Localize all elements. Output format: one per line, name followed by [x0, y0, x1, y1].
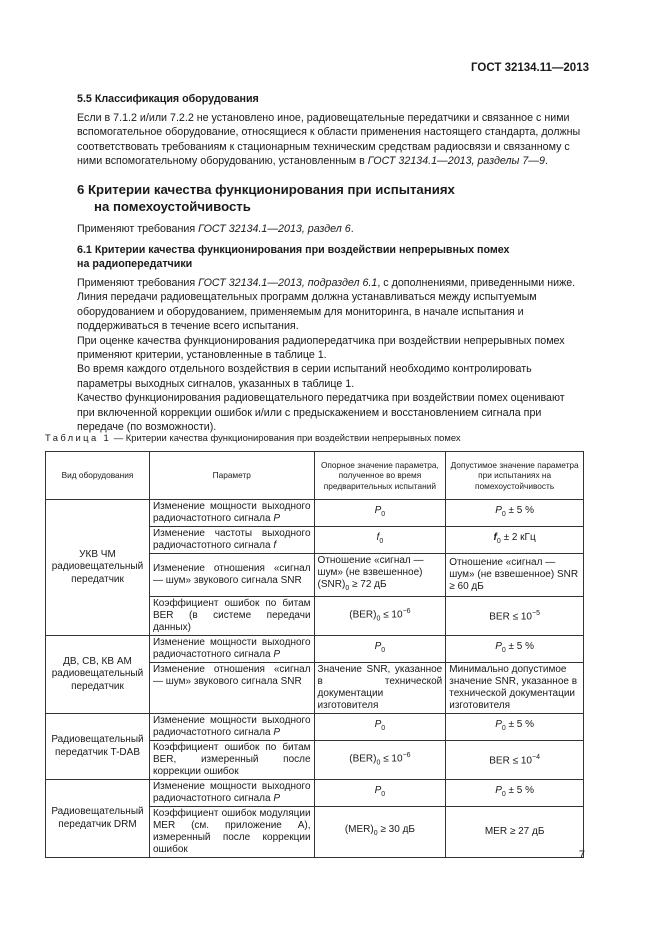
value-tail: ≤ 10: [380, 753, 403, 765]
value-symbol: P: [374, 641, 382, 652]
reference-cell: [314, 527, 446, 554]
standard-reference: ГОСТ 32134.1—2013, подраздел 6.1: [198, 277, 378, 289]
parameter-cell: Коэффициент ошибок по битам BER (в системе передачи данных): [149, 597, 314, 636]
value-symbol: P: [374, 505, 382, 516]
table-row: [46, 780, 584, 807]
allowed-cell: [446, 636, 584, 663]
value-text: BER ≤ 10: [489, 755, 532, 767]
value-subscript: 0: [501, 791, 506, 798]
parameter-cell: Изменение отношения «сигнал — шум» звукового сигнала SNR: [149, 554, 314, 597]
value-tail: ± 2 кГц: [500, 532, 536, 543]
parameter-symbol: P: [273, 513, 281, 524]
value-subscript: 0: [381, 725, 386, 732]
parameter-symbol: P: [273, 793, 281, 804]
allowed-cell: [446, 527, 584, 554]
value-subscript: 0: [501, 725, 506, 732]
parameter-cell: Изменение отношения «сигнал — шум» звукового сигнала SNR: [149, 663, 314, 714]
criteria-table: [45, 451, 584, 858]
parameter-cell: [149, 527, 314, 554]
section-6-1-heading: [77, 243, 583, 272]
allowed-cell: [446, 597, 584, 636]
standard-reference: ГОСТ 32134.1—2013, раздел 6: [198, 223, 351, 235]
paragraph-end: .: [544, 155, 548, 168]
value-tail: ≥ 72 дБ: [349, 579, 387, 590]
device-cell: Радиовещательный передатчик T-DAB: [46, 714, 150, 780]
value-text: BER ≤ 10: [489, 611, 532, 623]
parameter-symbol: P: [273, 649, 281, 660]
reference-cell: [314, 714, 446, 741]
reference-cell: [314, 780, 446, 807]
reference-cell: [314, 597, 446, 636]
table-header-row: [46, 452, 584, 500]
value-symbol: f: [376, 532, 380, 543]
allowed-cell: Отношение «сигнал — шум» (не взвешенное) SNR ≥ 60 дБ: [446, 554, 584, 597]
parameter-text: Изменение частоты выходного радиочастотного сигнала: [152, 528, 311, 551]
page-number: 7: [578, 849, 585, 861]
value-symbol: f: [493, 532, 497, 543]
value-symbol: (BER): [349, 753, 377, 765]
device-cell: УКВ ЧМ радиовещательный передатчик: [46, 500, 150, 636]
value-exponent: −4: [532, 754, 540, 762]
parameter-text: Изменение мощности выходного радиочастотного сигнала: [152, 637, 311, 660]
parameter-cell: Коэффициент ошибок по битам BER, измеренный после коррекции ошибок: [149, 741, 314, 780]
value-symbol: P: [495, 641, 502, 652]
paragraph-text: Применяют требования: [77, 277, 196, 289]
value-subscript: 0: [373, 830, 378, 837]
value-symbol: P: [495, 719, 502, 730]
table-row: [46, 714, 584, 741]
section-6-heading: [77, 181, 455, 215]
reference-cell: [314, 741, 446, 780]
value-symbol: P: [374, 785, 382, 796]
parameter-cell: [149, 780, 314, 807]
section-5-5-paragraph: [77, 111, 583, 169]
allowed-cell: [446, 714, 584, 741]
value-exponent: −6: [402, 608, 411, 616]
paragraph: Линия передачи радиовещательных программ должна устанавливаться между испытуемым оборудованием и оборудованием, применяемым для мониторинга, в начале испытания и поддерживаться в течение всего испытания.: [77, 291, 537, 333]
header-parameter: Параметр: [149, 452, 314, 500]
value-subscript: 0: [501, 647, 506, 654]
value-symbol: (MER): [344, 824, 374, 835]
parameter-symbol: P: [273, 727, 281, 738]
value-subscript: 0: [376, 615, 381, 623]
table-caption-text: — Критерии качества функционирования при воздействии непрерывных помех: [113, 432, 461, 443]
value-subscript: 0: [501, 511, 506, 518]
heading-line: 6 Критерии качества функционирования при испытаниях: [77, 182, 455, 197]
allowed-cell: Минимально допустимое значение SNR, указанное в технической документации изготовителя: [446, 663, 584, 714]
value-symbol: P: [495, 785, 502, 796]
value-tail: ± 5 %: [505, 719, 535, 730]
value-subscript: 0: [381, 791, 386, 798]
paragraph-end: .: [350, 223, 354, 235]
paragraph-text: Применяют требования: [77, 223, 196, 235]
heading-line: на радиопередатчики: [77, 258, 193, 271]
header-reference-value: Опорное значение параметра, полученное во время предварительных испытаний: [314, 452, 446, 500]
heading-line: на помехоустойчивость: [94, 199, 251, 214]
reference-cell: [314, 636, 446, 663]
parameter-cell: [149, 714, 314, 741]
device-cell: ДВ, СВ, КВ АМ радиовещательный передатчик: [46, 636, 150, 714]
paragraph-end: , с дополнениями, приведенными ниже.: [377, 277, 576, 289]
value-tail: ± 5 %: [505, 785, 535, 796]
device-cell: Радиовещательный передатчик DRM: [46, 780, 150, 858]
table-row: [46, 500, 584, 527]
standard-reference: ГОСТ 32134.1—2013, разделы 7—9: [367, 155, 545, 168]
value-tail: ≤ 10: [380, 609, 403, 621]
reference-cell: [314, 500, 446, 527]
value-exponent: −5: [532, 610, 540, 618]
value-symbol: P: [495, 505, 502, 516]
value-subscript: 0: [379, 538, 384, 545]
value-symbol: (BER): [349, 609, 377, 621]
table-row: [46, 636, 584, 663]
reference-cell: [314, 807, 446, 858]
allowed-cell: [446, 500, 584, 527]
value-subscript: 0: [381, 647, 386, 654]
table-caption: [45, 432, 461, 443]
value-subscript: 0: [496, 538, 501, 545]
paragraph-text: Если в 7.1.2 и/или 7.2.2 не установлено иное, радиовещательные передатчики и связанное с ними вспомогательное оборудование, относящиеся к области применения настоящего стандарта, должны соответствовать требованиям к стационарным техническим средствам радиосвязи и связанному с ними вспомогательному оборудованию, установленным в: [77, 112, 581, 168]
value-symbol: P: [374, 719, 382, 730]
value-tail: ≥ 30 дБ: [377, 824, 415, 835]
value-subscript: 0: [376, 759, 381, 767]
table-caption-label: Таблица 1: [45, 432, 112, 443]
parameter-symbol: f: [273, 540, 277, 551]
value-text: Отношение «сигнал — шум» (не взвешенное) (SNR): [317, 555, 424, 590]
parameter-cell: [149, 500, 314, 527]
value-subscript: 0: [345, 585, 350, 592]
allowed-cell: MER ≥ 27 дБ: [446, 807, 584, 858]
section-5-5-heading: 5.5 Классификация оборудования: [77, 93, 259, 105]
heading-line: 6.1 Критерии качества функционирования при воздействии непрерывных помех: [77, 244, 510, 256]
section-6-apply: [77, 222, 583, 236]
parameter-cell: [149, 636, 314, 663]
paragraph: Качество функционирования радиовещательного передатчика при воздействии помех оценивают при включенной коррекции ошибок и/или с предыскажением и восстановлением сигнала при передаче (по возможности).: [77, 392, 565, 434]
value-tail: ± 5 %: [505, 505, 535, 516]
parameter-cell: Коэффициент ошибок модуляции MER (см. приложение А), измеренный после коррекции ошибок: [149, 807, 314, 858]
paragraph: При оценке качества функционирования радиопередатчика при воздействии непрерывных помех применяют критерии, установленные в таблице 1.: [77, 334, 565, 362]
value-exponent: −6: [402, 752, 411, 760]
reference-cell: Значение SNR, указанное в технической документации изготовителя: [314, 663, 446, 714]
value-subscript: 0: [381, 511, 386, 518]
allowed-cell: [446, 780, 584, 807]
parameter-text: Изменение мощности выходного радиочастотного сигнала: [152, 781, 311, 804]
parameter-text: Изменение мощности выходного радиочастотного сигнала: [152, 715, 311, 738]
header-device-type: Вид оборудования: [46, 452, 150, 500]
paragraph: Во время каждого отдельного воздействия в серии испытаний необходимо контролировать параметры выходных сигналов, указанных в таблице 1.: [77, 363, 532, 390]
value-tail: ± 5 %: [505, 641, 535, 652]
document-id-header: ГОСТ 32134.11—2013: [471, 62, 589, 74]
reference-cell: [314, 554, 446, 597]
header-allowed-value: Допустимое значение параметра при испытаниях на помехоустойчивость: [446, 452, 584, 500]
parameter-text: Изменение мощности выходного радиочастотного сигнала: [152, 501, 311, 524]
allowed-cell: [446, 741, 584, 780]
section-6-1-body: [77, 276, 583, 434]
